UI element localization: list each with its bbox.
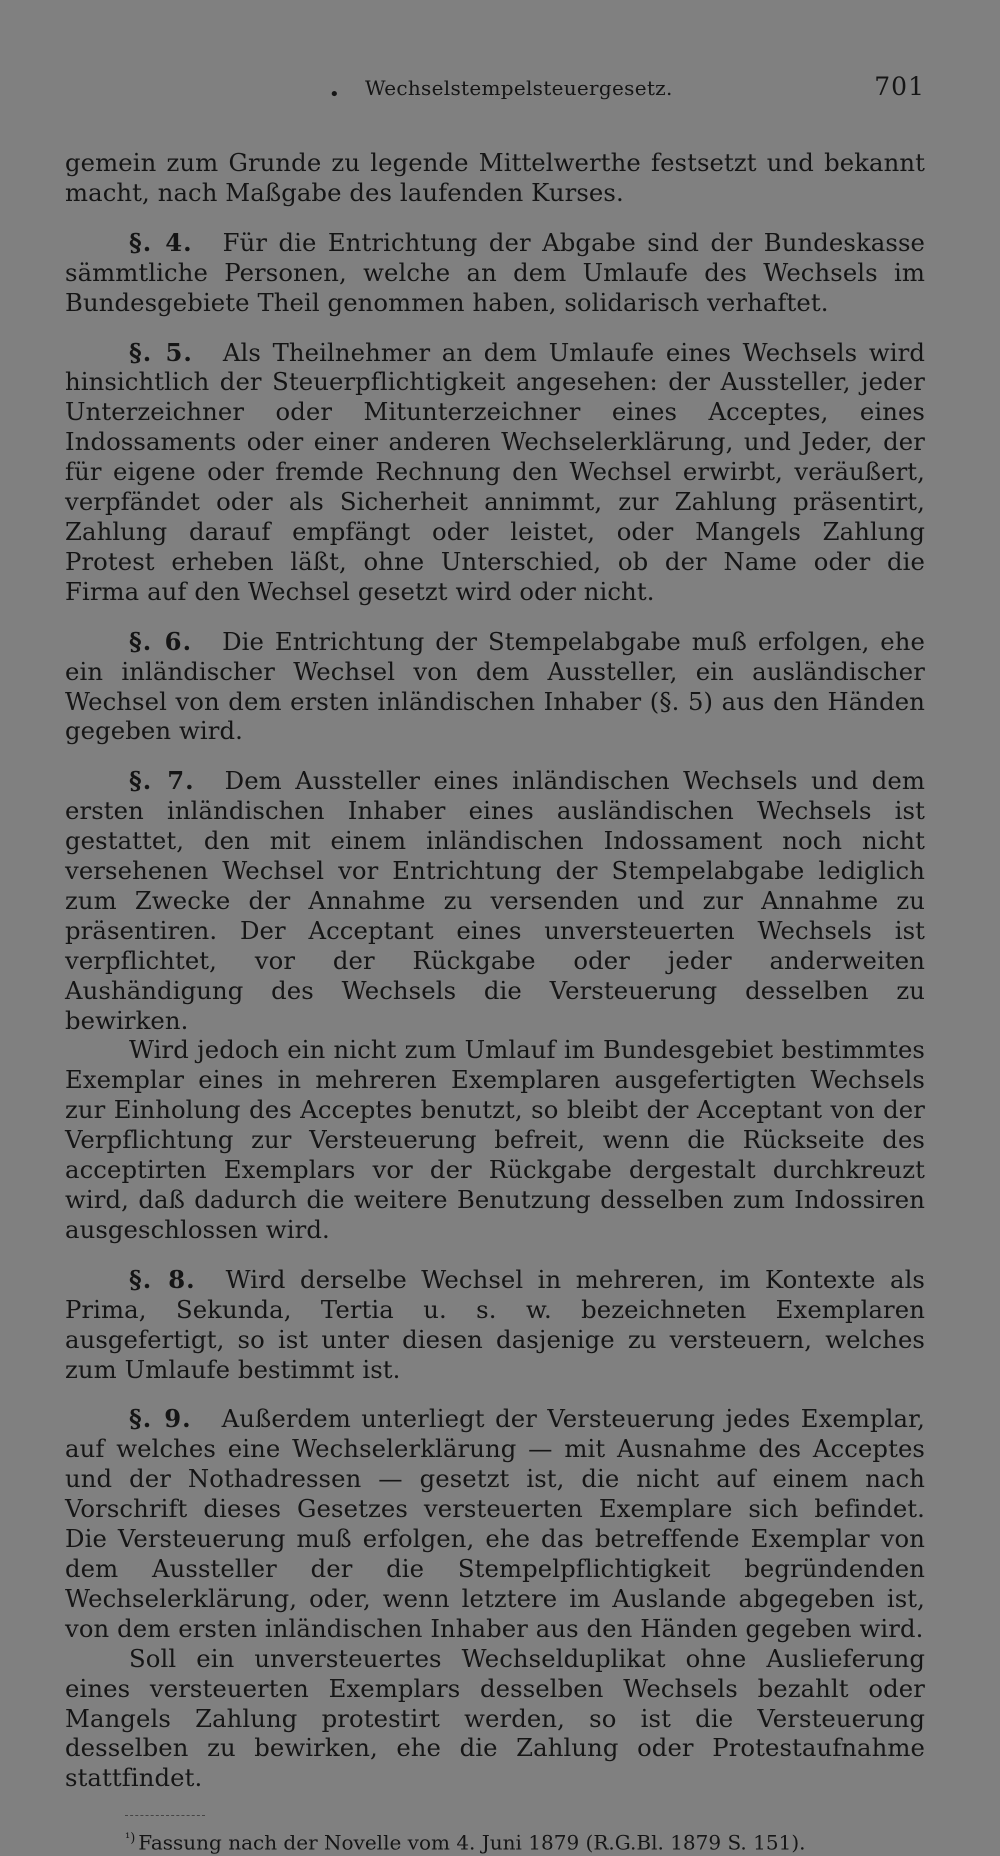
footnote: [125, 1826, 925, 1856]
footnote-divider: [125, 1815, 205, 1816]
section-6: [65, 627, 925, 747]
paragraph-text: Dem Aussteller eines inländischen Wechsels und dem ersten inländischen Inhaber eines ausländischen Wechsels ist gestattet, den mit einem inländischen Indossament noch nicht versehenen Wechsel vor Entrichtung der Stempelabgabe lediglich zum Zwecke der Annahme zu versenden und zur Annahme zu präsentiren. Der Acceptant eines unversteuerten Wechsels ist verpflichtet, vor der Rückgabe oder jeder anderweiten Aushändigung des Wechsels die Versteuerung desselben zu bewirken.: [65, 766, 925, 1035]
paragraph-text: Soll ein unversteuertes Wechselduplikat ohne Auslieferung eines versteuerten Exemplars desselben Wechsels bezahlt oder Mangels Zahlung protestirt werden, so ist die Versteuerung desselben zu bewirken, ehe die Zahlung oder Protestaufnahme stattfindet.: [65, 1643, 925, 1793]
footnote-marker: ¹): [125, 1831, 136, 1847]
paragraph-text: Als Theilnehmer an dem Umlaufe eines Wechsels wird hinsichtlich der Steuerpflichtigkeit angesehen: der Aussteller, jeder Unterzeichner oder Mitunterzeichner eines Acceptes, eines Indossaments oder einer anderen Wechselerklärung, und Jeder, der für eigene oder fremde Rechnung den Wechsel erwirbt, veräußert, verpfändet oder als Sicherheit annimmt, zur Zahlung präsentirt, Zahlung darauf empfängt oder leistet, oder Mangels Zahlung Protest erheben läßt, ohne Unterschied, ob der Name oder die Firma auf den Wechsel gesetzt wird oder nicht.: [65, 337, 925, 606]
paragraph-text: gemein zum Grunde zu legende Mittelwerthe festsetzt und bekannt macht, nach Maßgabe des laufenden Kurses.: [65, 148, 925, 207]
paragraph-text: Wird derselbe Wechsel in mehreren, im Kontexte als Prima, Sekunda, Tertia u. s. w. bezeichneten Exemplaren ausgefertigt, so ist unter diesen dasjenige zu versteuern, welches zum Umlaufe bestimmt ist.: [65, 1264, 926, 1384]
section-number: §. 8.: [129, 1264, 196, 1294]
section-4: [65, 228, 925, 318]
section-8: [65, 1265, 925, 1385]
page-number: 701: [874, 72, 925, 101]
section-7-paragraph-2: [65, 1035, 925, 1244]
section-9-paragraph-2: [65, 1644, 925, 1794]
paragraph-text: Wird jedoch ein nicht zum Umlauf im Bundesgebiet bestimmtes Exemplar eines in mehreren Exemplaren ausgefertigten Wechsels zur Einholung des Acceptes benutzt, so bleibt der Acceptant von der Verpflichtung zur Versteuerung befreit, wenn die Rückseite des acceptirten Exemplars vor der Rückgabe dergestalt durchkreuzt wird, daß dadurch die weitere Benutzung desselben zum Indossiren ausgeschlossen wird.: [65, 1035, 925, 1244]
section-number: §. 5.: [129, 337, 193, 367]
running-title: Wechselstempelsteuergesetz.: [365, 76, 673, 100]
body-text: [65, 148, 925, 1793]
book-page: [65, 60, 926, 1855]
section-number: §. 6.: [129, 626, 193, 656]
section-number: §. 4.: [129, 227, 193, 257]
section-7: [65, 766, 925, 1035]
header-mark: •: [329, 84, 340, 105]
footnote-text: Fassung nach der Novelle vom 4. Juni 1879 (R.G.Bl. 1879 S. 151).: [138, 1830, 806, 1855]
paragraph-text: Außerdem unterliegt der Versteuerung jedes Exemplar, auf welches eine Wechselerklärung — mit Ausnahme des Acceptes und der Nothadressen — gesetzt ist, die nicht auf einem nach Vorschrift dieses Gesetzes versteuerten Exemplare sich befindet. Die Versteuerung muß erfolgen, ehe das betreffende Exemplar von dem Aussteller der die Stempelpflichtigkeit begründenden Wechselerklärung, oder, wenn letztere im Auslande abgegeben ist, von dem ersten inländischen Inhaber aus den Händen gegeben wird.: [65, 1404, 925, 1643]
running-header: [65, 60, 925, 110]
paragraph-text: Die Entrichtung der Stempelabgabe muß erfolgen, ehe ein inländischer Wechsel von dem Aussteller, ein ausländischer Wechsel von dem ersten inländischen Inhaber (§. 5) aus den Händen gegeben wird.: [65, 626, 925, 746]
section-number: §. 9.: [129, 1404, 192, 1434]
section-number: §. 7.: [129, 766, 195, 796]
paragraph-continuation: [65, 148, 925, 208]
section-9: [65, 1404, 925, 1643]
paragraph-text: Für die Entrichtung der Abgabe sind der Bundeskasse sämmtliche Personen, welche an dem Umlaufe des Wechsels im Bundesgebiete Theil genommen haben, solidarisch verhaftet.: [65, 227, 925, 317]
section-5: [65, 338, 925, 607]
